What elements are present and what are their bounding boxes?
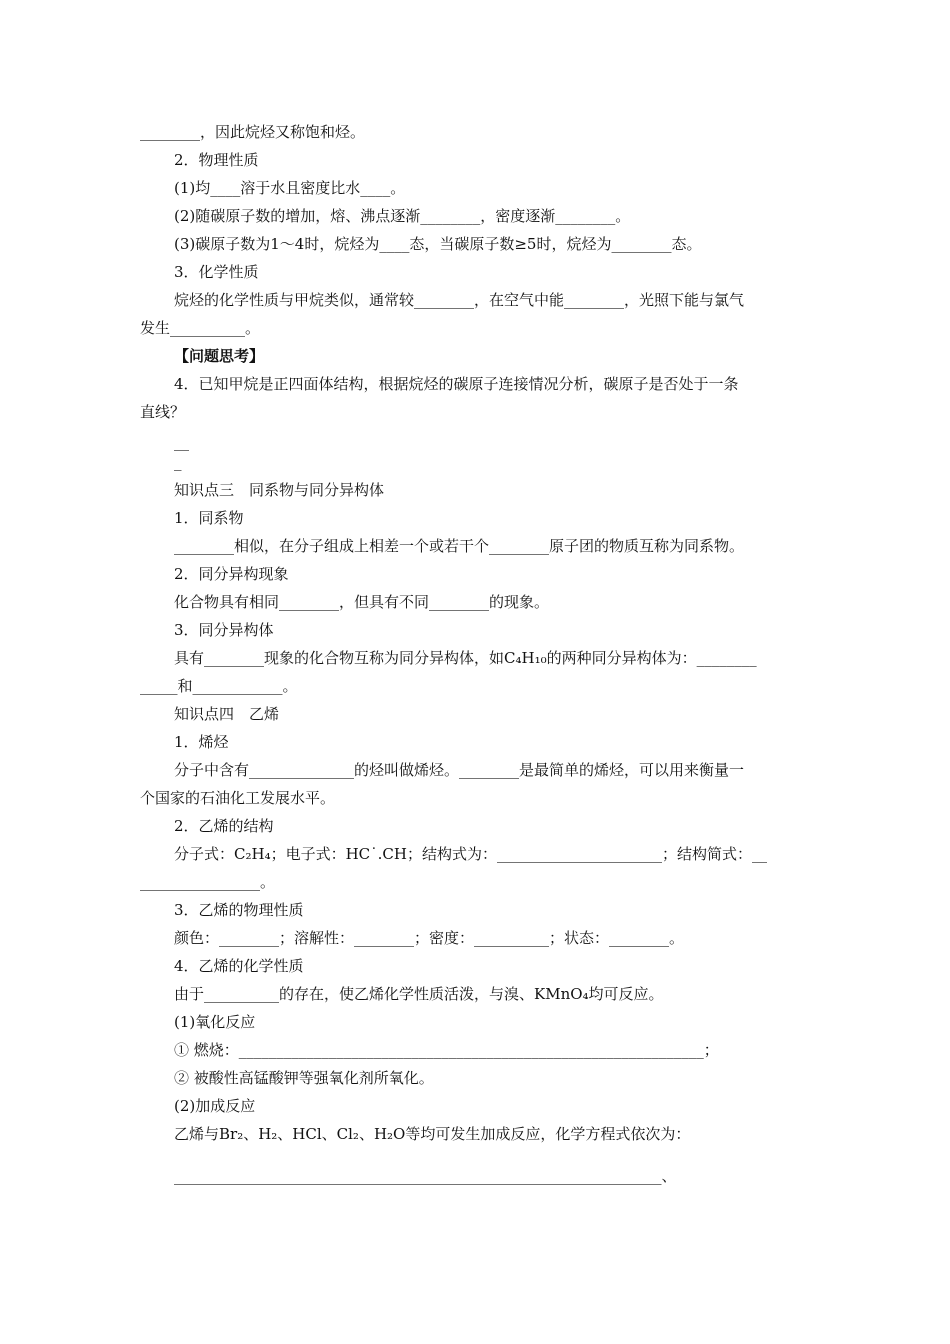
text-line: ________相似，在分子组成上相差一个或若干个________原子团的物质互称为同系物。 (174, 537, 745, 555)
text-line: 乙烯与Br₂、H₂、HCl、Cl₂、H₂O等均可发生加成反应，化学方程式依次为： (174, 1125, 691, 1143)
section-heading: 4．乙烯的化学性质 (174, 957, 304, 975)
text-line: 发生__________。 (140, 319, 261, 337)
topic-heading: 知识点三 同系物与同分异构体 (174, 481, 385, 499)
text-line: (3)碳原子数为1～4时，烷烃为____态，当碳原子数≥5时，烷烃为________态。 (174, 235, 702, 253)
section-heading: 1．同系物 (174, 509, 244, 527)
text-line: ② 被酸性高锰酸钾等强氧化剂所氧化。 (174, 1069, 434, 1087)
text-line: 化合物具有相同________，但具有不同________的现象。 (174, 593, 550, 611)
section-heading: 3．化学性质 (174, 263, 259, 281)
section-heading: 2．同分异构现象 (174, 565, 289, 583)
text-line: ________，因此烷烃又称饱和烃。 (140, 123, 366, 141)
text-line: 个国家的石油化工发展水平。 (140, 789, 336, 807)
text-line: 烷烃的化学性质与甲烷类似，通常较________，在空气中能________，光照下能与氯气 (174, 291, 745, 309)
section-heading: 3．同分异构体 (174, 621, 274, 639)
section-heading: 1．烯烃 (174, 733, 229, 751)
text-line: ________________。 (140, 873, 276, 891)
text-line: 分子式：C₂H₄；电子式：HC˙.CH；结构式为：______________________；结构简式：__ (174, 845, 767, 863)
text-line: (2)随碳原子数的增加，熔、沸点逐渐________，密度逐渐________。 (174, 207, 631, 225)
section-heading: 2．乙烯的结构 (174, 817, 274, 835)
text-line: _____和____________。 (140, 677, 298, 695)
section-heading: 2．物理性质 (174, 151, 259, 169)
section-heading: (2)加成反应 (174, 1097, 256, 1115)
text-line: 直线？ (140, 403, 186, 421)
text-line: 具有________现象的化合物互称为同分异构体，如C₄H₁₀的两种同分异构体为：________ (174, 649, 757, 667)
text-line: 4．已知甲烷是正四面体结构，根据烷烃的碳原子连接情况分析，碳原子是否处于一条 (174, 375, 739, 393)
text-line: ① 燃烧：______________________________________________________________； (174, 1041, 719, 1059)
question-heading: 【问题思考】 (174, 347, 265, 365)
section-heading: (1)氧化反应 (174, 1013, 256, 1031)
text-line: 颜色：________；溶解性：________；密度：__________；状态：________。 (174, 929, 685, 947)
text-line: 分子中含有______________的烃叫做烯烃。________是最简单的烯烃，可以用来衡量一 (174, 761, 745, 779)
answer-blank: __ (174, 433, 189, 451)
section-heading: 3．乙烯的物理性质 (174, 901, 304, 919)
answer-blank: _________________________________________________________________、 (174, 1167, 677, 1185)
topic-heading: 知识点四 乙烯 (174, 705, 280, 723)
text-line: 由于__________的存在，使乙烯化学性质活泼，与溴、KMnO₄均可反应。 (174, 985, 664, 1003)
text-line: (1)均____溶于水且密度比水____。 (174, 179, 406, 197)
answer-blank: _ (174, 453, 182, 471)
